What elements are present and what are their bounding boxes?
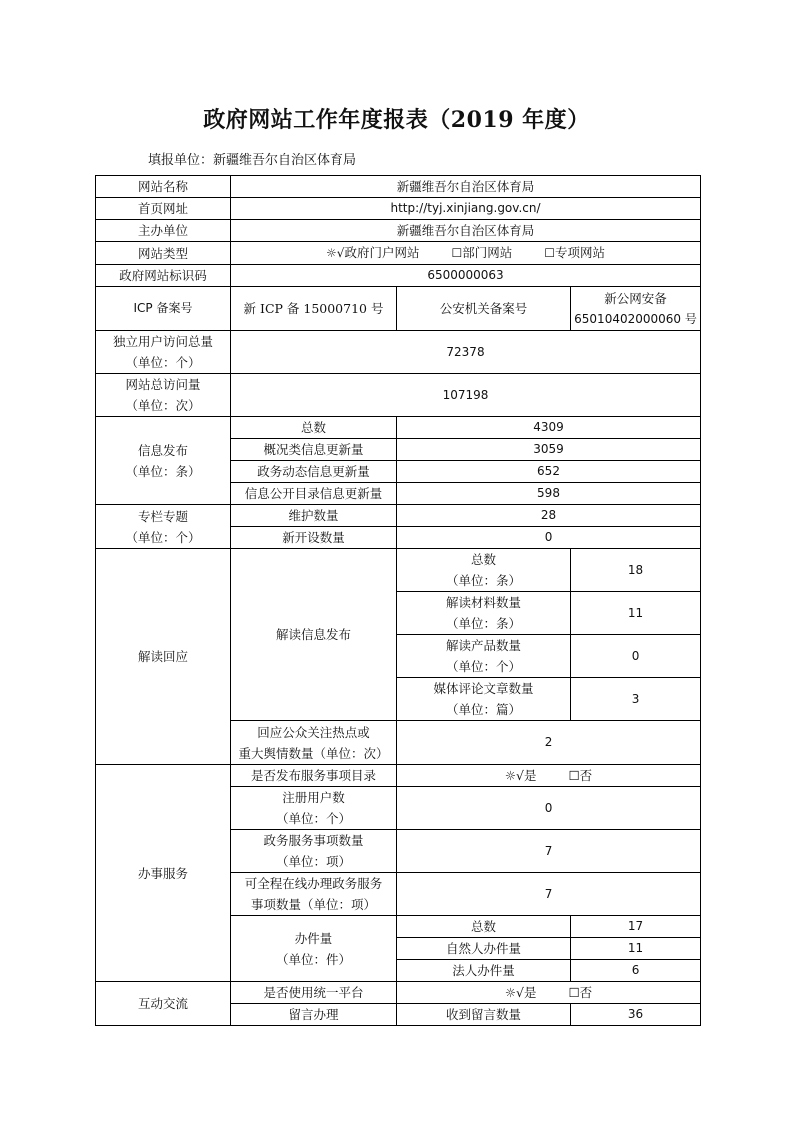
total-visits-value: 107198 [231,374,701,417]
interpret-row-label [397,635,571,678]
hotspot-response-label-line1: 回应公众关注热点或 [257,724,370,740]
unique-visitors-label-line2: （单位：个） [125,355,201,370]
info-row-value: 3059 [397,439,701,461]
option-special [544,242,605,264]
unique-visitors-label [96,331,231,374]
interpret-row-label-line2: （单位：条） [445,573,521,588]
interpret-row-label-line1: 媒体评论文章数量 [433,681,534,696]
row-host-unit [96,220,701,242]
column-row-value: 28 [397,505,701,527]
messages-received-value: 36 [571,1004,701,1026]
option-special-label: 专项网站 [554,245,605,260]
interpret-row-label-line1: 解读产品数量 [445,638,521,653]
host-unit-value: 新疆维吾尔自治区体育局 [231,220,701,242]
row-column-maintain [96,505,701,527]
interpret-row-label [397,678,571,721]
interpret-row-value: 3 [571,678,701,721]
volume-row-label: 自然人办件量 [397,938,571,960]
online-items-label-line2: 事项数量（单位：项） [250,897,376,912]
special-column-label [96,505,231,549]
volume-row-label: 法人办件量 [397,960,571,982]
service-catalog-label: 是否发布服务事项目录 [231,765,397,787]
volume-row-value: 11 [571,938,701,960]
interpret-row-label-line2: （单位：个） [445,659,521,674]
online-items-label-line1: 可全程在线办理政务服务 [244,876,383,891]
unique-visitors-label-line1: 独立用户访问总量 [112,334,213,349]
registered-users-label-line1: 注册用户数 [282,790,345,805]
total-visits-label-line2: （单位：次） [125,398,201,413]
online-items-label [231,873,397,916]
empty-box-icon: ☐ [451,246,463,260]
site-name-value: 新疆维吾尔自治区体育局 [231,176,701,198]
police-record-value-line1: 新公网安备 [604,290,667,306]
empty-box-icon: ☐ [544,246,555,260]
option-portal [326,242,419,264]
service-items-label-line2: （单位：项） [275,854,351,869]
info-release-label [96,417,231,505]
service-label: 办事服务 [96,765,231,982]
report-table [95,175,701,1026]
unified-platform-options [397,982,701,1004]
site-id-value: 6500000063 [231,265,701,287]
volume-row-label: 总数 [397,916,571,938]
interpret-row-value: 18 [571,549,701,592]
catalog-no: ☐否 [568,768,593,783]
volume-label-line1: 办件量 [294,930,333,946]
total-visits-label [96,374,231,417]
row-interpret-total [96,549,701,592]
site-id-label: 政府网站标识码 [96,265,231,287]
interaction-label: 互动交流 [96,982,231,1026]
service-items-label-line1: 政务服务事项数量 [263,833,364,848]
site-name-label: 网站名称 [96,176,231,198]
host-unit-label: 主办单位 [96,220,231,242]
platform-no: ☐否 [568,985,593,1000]
row-site-id [96,265,701,287]
interpret-row-value: 11 [571,592,701,635]
info-row-label: 政务动态信息更新量 [231,461,397,483]
homepage-url-value: http://tyj.xinjiang.gov.cn/ [231,198,701,220]
info-row-value: 4309 [397,417,701,439]
option-department-label: 部门网站 [462,245,513,260]
messages-label: 留言办理 [231,1004,397,1026]
police-record-label: 公安机关备案号 [397,287,571,331]
total-visits-label-line1: 网站总访问量 [125,377,201,392]
row-site-type [96,242,701,265]
site-type-options [231,242,701,265]
report-title: 政府网站工作年度报表（2019 年度） [203,107,590,133]
hotspot-response-label [231,721,397,765]
interpret-row-label-line2: （单位：条） [445,616,521,631]
option-department [451,242,512,264]
column-row-label: 新开设数量 [231,527,397,549]
hotspot-response-value: 2 [397,721,701,765]
service-catalog-options [397,765,701,787]
row-homepage-url [96,198,701,220]
online-items-value: 7 [397,873,701,916]
info-row-label: 总数 [231,417,397,439]
volume-row-value: 6 [571,960,701,982]
icp-label: ICP 备案号 [96,287,231,331]
interpret-row-label [397,592,571,635]
column-row-label: 维护数量 [231,505,397,527]
special-column-label-line1: 专栏专题 [137,508,188,524]
row-unique-visitors [96,331,701,374]
info-row-label: 信息公开目录信息更新量 [231,483,397,505]
registered-users-label-line2: （单位：个） [275,811,351,826]
checked-box-icon: ☼√ [326,246,345,260]
info-row-value: 598 [397,483,701,505]
interpret-row-label-line2: （单位：篇） [445,702,521,717]
row-site-name [96,176,701,198]
info-row-label: 概况类信息更新量 [231,439,397,461]
volume-row-value: 17 [571,916,701,938]
icp-value: 新 ICP 备 15000710 号 [231,287,397,331]
info-row-value: 652 [397,461,701,483]
interpret-row-label-line1: 解读材料数量 [445,595,521,610]
unified-platform-label: 是否使用统一平台 [231,982,397,1004]
volume-label [231,916,397,982]
row-total-visits [96,374,701,417]
interpret-publish-label: 解读信息发布 [231,549,397,721]
messages-received-label: 收到留言数量 [397,1004,571,1026]
platform-yes: ☼√是 [504,985,537,1000]
hotspot-response-label-line2: 重大舆情数量（单位：次） [238,745,389,761]
service-items-value: 7 [397,830,701,873]
info-release-label-line1: 信息发布 [137,442,188,458]
row-unified-platform [96,982,701,1004]
interpret-row-value: 0 [571,635,701,678]
volume-label-line2: （单位：件） [275,951,351,967]
police-record-value [571,287,701,331]
homepage-url-label: 首页网址 [96,198,231,220]
interpret-row-label-line1: 总数 [470,552,496,567]
row-info-total [96,417,701,439]
special-column-label-line2: （单位：个） [125,529,201,545]
info-release-label-line2: （单位：条） [125,463,201,479]
interpret-row-label [397,549,571,592]
police-record-value-line2: 65010402000060 号 [574,311,697,326]
column-row-value: 0 [397,527,701,549]
interpret-response-label: 解读回应 [96,549,231,765]
row-icp [96,287,701,331]
option-portal-label: 政府门户网站 [344,245,420,260]
catalog-yes: ☼√是 [504,768,537,783]
unique-visitors-value: 72378 [231,331,701,374]
registered-users-label [231,787,397,830]
site-type-label: 网站类型 [96,242,231,265]
filing-unit: 填报单位：新疆维吾尔自治区体育局 [148,153,357,168]
row-service-catalog [96,765,701,787]
registered-users-value: 0 [397,787,701,830]
service-items-label [231,830,397,873]
